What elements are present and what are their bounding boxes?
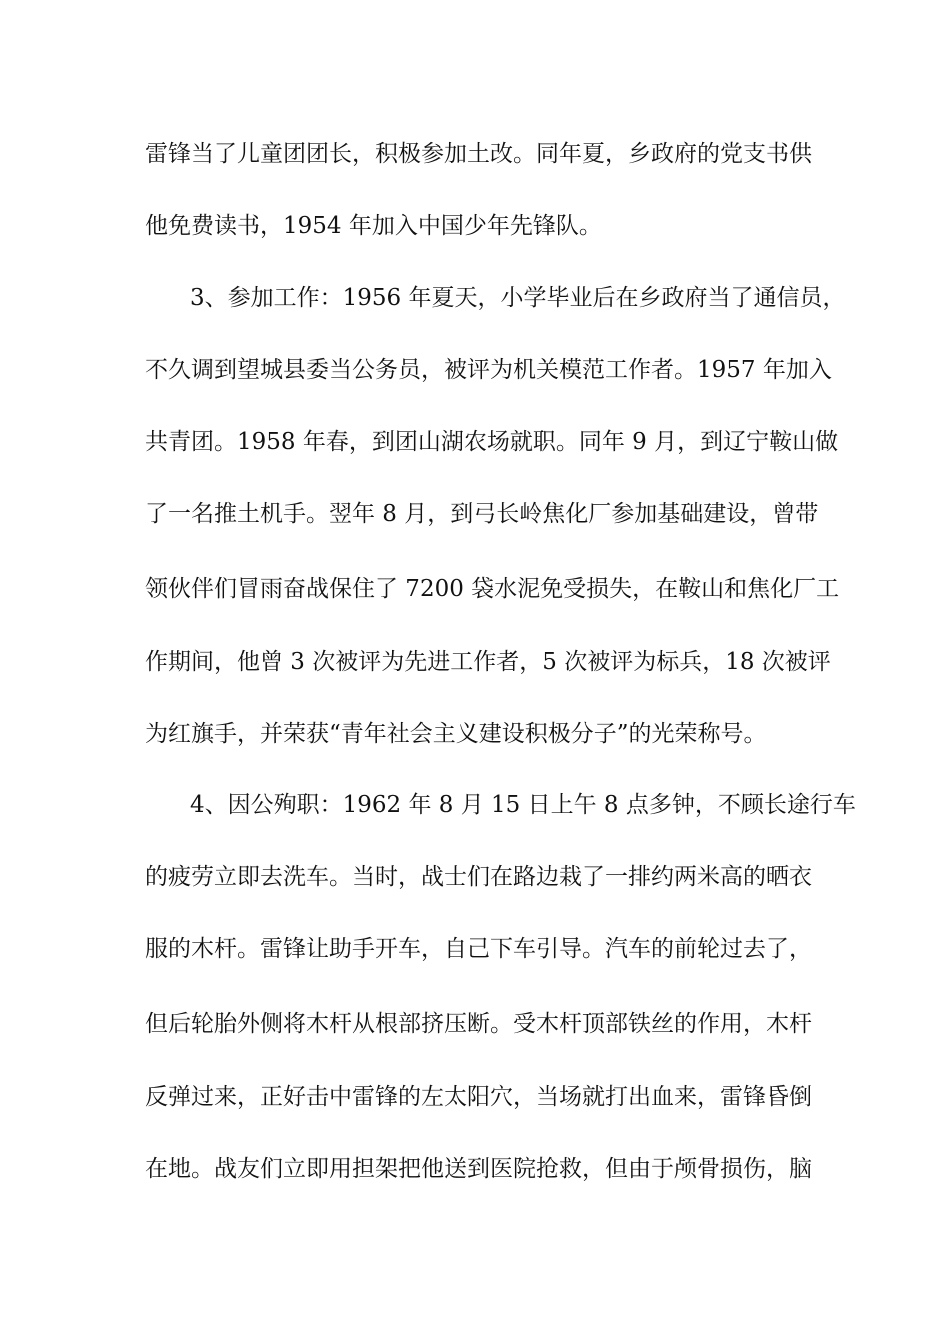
text-line: 作期间，他曾 3 次被评为先进工作者，5 次被评为标兵，18 次被评 [145,649,831,675]
text-line: 领伙伴们冒雨奋战保住了 7200 袋水泥免受损失，在鞍山和焦化厂工 [145,576,840,602]
text-line: 共青团。1958 年春，到团山湖农场就职。同年 9 月，到辽宁鞍山做 [145,429,839,455]
paragraph-start-line: 3、参加工作：1956 年夏天，小学毕业后在乡政府当了通信员， [190,285,846,311]
text-line: 他免费读书，1954 年加入中国少年先锋队。 [145,213,602,239]
text-line: 在地。战友们立即用担架把他送到医院抢救，但由于颅骨损伤，脑 [145,1156,812,1182]
text-line: 服的木杆。雷锋让助手开车，自己下车引导。汽车的前轮过去了， [145,936,812,962]
text-line: 为红旗手，并荣获“青年社会主义建设积极分子”的光荣称号。 [145,721,767,747]
text-line: 但后轮胎外侧将木杆从根部挤压断。受木杆顶部铁丝的作用，木杆 [145,1011,812,1037]
paragraph-start-line: 4、因公殉职：1962 年 8 月 15 日上午 8 点多钟，不顾长途行车 [190,792,856,818]
text-line: 不久调到望城县委当公务员，被评为机关模范工作者。1957 年加入 [145,357,832,383]
text-line: 了一名推土机手。翌年 8 月，到弓长岭焦化厂参加基础建设，曾带 [145,501,819,527]
text-line: 反弹过来，正好击中雷锋的左太阳穴，当场就打出血来，雷锋昏倒 [145,1084,812,1110]
text-line: 雷锋当了儿童团团长，积极参加土改。同年夏，乡政府的党支书供 [145,141,812,167]
text-line: 的疲劳立即去洗车。当时，战士们在路边栽了一排约两米高的晒衣 [145,864,812,890]
